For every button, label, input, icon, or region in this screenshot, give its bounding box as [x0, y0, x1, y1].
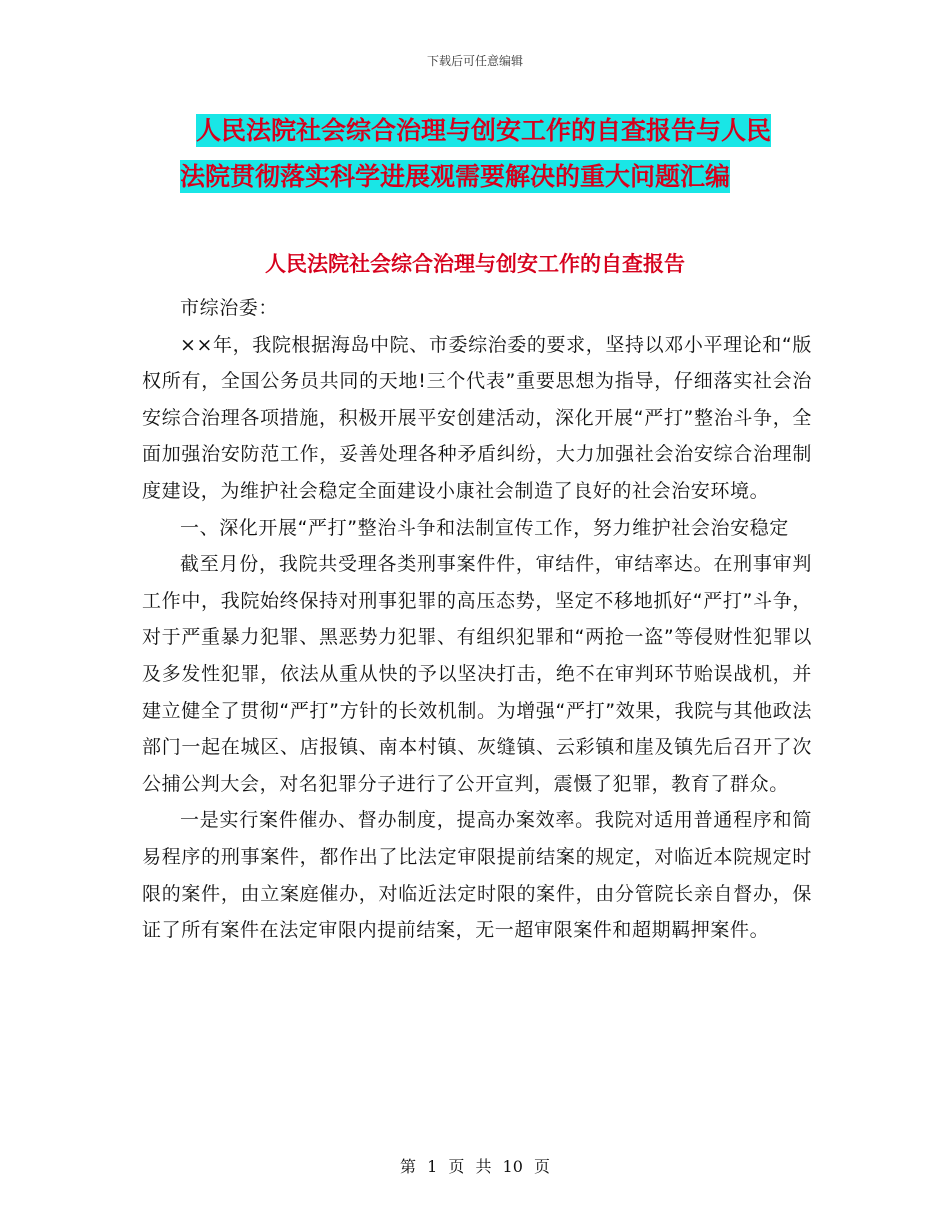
- document-title: [180, 108, 820, 200]
- section-title: 人民法院社会综合治理与创安工作的自查报告: [265, 252, 685, 276]
- document-title-line-2: [180, 154, 820, 200]
- title-line-2-text: 法院贯彻落实科学进展观需要解决的重大问题汇编: [180, 162, 731, 191]
- paragraph: ××年，我院根据海岛中院、市委综治委的要求，坚持以邓小平理论和“版权所有，全国公务员共同的天地!三个代表”重要思想为指导，仔细落实社会治安综合治理各项措施，积极开展平安创建活动，深化开展“严打”整治斗争，全面加强治安防范工作，妥善处理各种矛盾纠纷，大力加强社会治安综合治理制度建设，为维护社会稳定全面建设小康社会制造了良好的社会治安环境。: [142, 333, 812, 502]
- page-footer: 第 1 页 共 10 页: [400, 1157, 550, 1176]
- paragraph: 一、深化开展“严打”整治斗争和法制宣传工作，努力维护社会治安稳定: [180, 516, 789, 539]
- body-text: [142, 290, 812, 949]
- paragraph: 一是实行案件催办、督办制度，提高办案效率。我院对适用普通程序和简易程序的刑事案件，都作出了比法定审限提前结案的规定，对临近本院规定时限的案件，由立案庭催办，对临近法定时限的案件，由分管院长亲自督办，保证了所有案件在法定审限内提前结案，无一超审限案件和超期羁押案件。: [142, 809, 812, 942]
- document-title-line-1: [180, 108, 820, 154]
- title-line-1-text: 人民法院社会综合治理与创安工作的自查报告与人民: [196, 116, 772, 145]
- header-note: 下载后可任意编辑: [426, 54, 523, 68]
- salutation: 市综治委：: [180, 297, 279, 319]
- paragraph: 截至月份，我院共受理各类刑事案件件，审结件，审结率达。在刑事审判工作中，我院始终保持对刑事犯罪的高压态势，坚定不移地抓好“严打”斗争，对于严重暴力犯罪、黑恶势力犯罪、有组织犯罪和“两抢一盗”等侵财性犯罪以及多发性犯罪，依法从重从快的予以坚决打击，绝不在审判环节贻误战机，并建立健全了贯彻“严打”方针的长效机制。为增强“严打”效果，我院与其他政法部门一起在城区、店报镇、南本村镇、灰缝镇、云彩镇和崖及镇先后召开了次公捕公判大会，对名犯罪分子进行了公开宣判，震慑了犯罪，教育了群众。: [142, 553, 812, 795]
